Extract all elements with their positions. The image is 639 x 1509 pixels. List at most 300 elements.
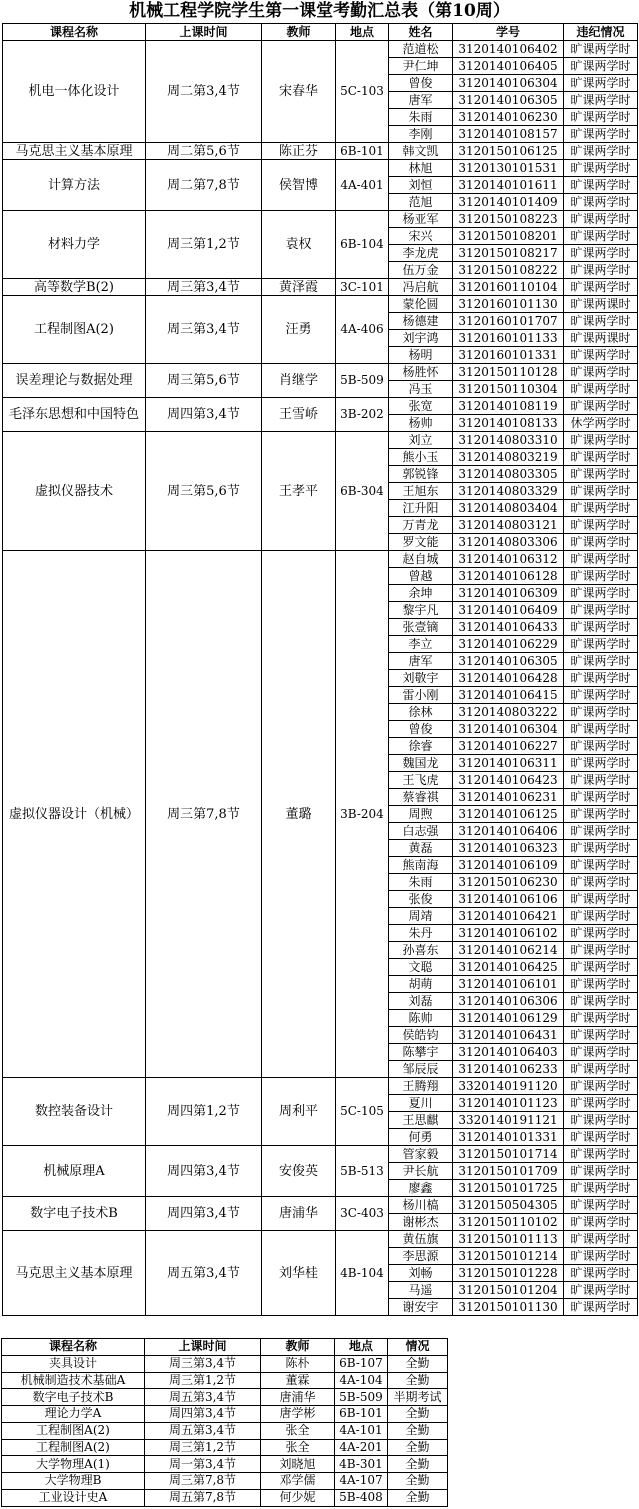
student-id: 3120140803219 [453,449,564,466]
class-time: 周三第7,8节 [146,551,262,1078]
violation-status: 旷课两学时 [564,398,638,415]
absence-table [2,23,638,1316]
teacher-name: 肖继学 [262,364,336,398]
violation-status: 旷课两学时 [564,1180,638,1197]
header-violation: 违纪情况 [564,24,638,41]
class-location: 4A-201 [335,1439,388,1456]
student-name: 范道松 [389,41,453,58]
violation-status: 旷课两学时 [564,840,638,857]
violation-status: 旷课两学时 [564,160,638,177]
student-name: 谢安宇 [389,1299,453,1316]
violation-status: 旷课两课时 [564,330,638,347]
student-name: 刘磊 [389,993,453,1010]
violation-status: 旷课两学时 [564,619,638,636]
student-id: 3120140106311 [453,755,564,772]
table-row [3,551,638,568]
student-name: 冯启航 [389,279,453,296]
violation-status: 旷课两学时 [564,381,638,398]
student-id: 3120140803121 [453,517,564,534]
teacher-name: 董霖 [261,1372,335,1389]
teacher-name: 唐浦华 [261,1389,335,1406]
violation-status: 旷课两学时 [564,687,638,704]
violation-status: 旷课两学时 [564,1010,638,1027]
student-name: 韩文凯 [389,143,453,160]
student-name: 陈攀宇 [389,1044,453,1061]
student-id: 3120140106405 [453,58,564,75]
class-time: 周三第3,4节 [146,296,262,364]
course-name: 毛泽东思想和中国特色 [3,398,146,432]
table-header-row [2,1339,448,1356]
student-id: 3120140106421 [453,908,564,925]
violation-status: 旷课两学时 [564,1129,638,1146]
table-row [2,1456,448,1473]
violation-status: 旷课两学时 [564,466,638,483]
student-id: 3120140106305 [453,92,564,109]
violation-status: 旷课两学时 [564,347,638,364]
class-time: 周二第5,6节 [146,143,262,160]
violation-status: 旷课两学时 [564,1061,638,1078]
teacher-name: 张全 [261,1439,335,1456]
student-id: 3120160101707 [453,313,564,330]
student-name: 马遥 [389,1282,453,1299]
student-name: 张壹镝 [389,619,453,636]
student-id: 3120140108157 [453,126,564,143]
violation-status: 旷课两学时 [564,109,638,126]
student-name: 杨胜怀 [389,364,453,381]
table-row [2,1406,448,1423]
table-row [2,1422,448,1439]
student-id: 3120140101611 [453,177,564,194]
teacher-name: 侯智博 [262,160,336,211]
teacher-name: 宋春华 [262,41,336,143]
violation-status: 旷课两学时 [564,534,638,551]
teacher-name: 安俊英 [262,1146,336,1197]
violation-status: 旷课两学时 [564,551,638,568]
attendance-status: 全勤 [388,1372,448,1389]
violation-status: 旷课两学时 [564,75,638,92]
attendance-status: 全勤 [388,1439,448,1456]
class-location: 4B-301 [335,1456,388,1473]
violation-status: 旷课两学时 [564,653,638,670]
course-name: 误差理论与数据处理 [3,364,146,398]
header-teacher: 教师 [262,24,336,41]
violation-status: 旷课两学时 [564,738,638,755]
violation-status: 旷课两学时 [564,1027,638,1044]
student-name: 唐军 [389,653,453,670]
student-name: 刘畅 [389,1265,453,1282]
class-time: 周三第3,4节 [146,279,262,296]
violation-status: 旷课两学时 [564,636,638,653]
student-name: 张宽 [389,398,453,415]
violation-status: 旷课两学时 [564,1231,638,1248]
violation-status: 旷课两学时 [564,772,638,789]
student-name: 范旭 [389,194,453,211]
student-id: 3120140106312 [453,551,564,568]
student-name: 廖鑫 [389,1180,453,1197]
attendance-status: 全勤 [388,1406,448,1423]
class-location: 6B-107 [335,1355,388,1372]
table-row [2,1439,448,1456]
class-time: 周四第1,2节 [146,1078,262,1146]
violation-status: 旷课两学时 [564,602,638,619]
violation-status: 旷课两学时 [564,942,638,959]
header-location: 地点 [335,1339,388,1356]
student-id: 3120150110102 [453,1214,564,1231]
student-id: 3120150101204 [453,1282,564,1299]
student-id: 3120160101133 [453,330,564,347]
class-location: 5B-509 [336,364,389,398]
class-location: 3C-403 [336,1197,389,1231]
student-id: 3120150110304 [453,381,564,398]
violation-status: 旷课两学时 [564,1163,638,1180]
header-status: 情况 [388,1339,448,1356]
student-name: 熊南海 [389,857,453,874]
table-header-row [3,24,638,41]
student-name: 魏国龙 [389,755,453,772]
student-id: 3120140101409 [453,194,564,211]
student-name: 尹仁坤 [389,58,453,75]
class-time: 周三第1,2节 [145,1372,261,1389]
violation-status: 旷课两学时 [564,1095,638,1112]
student-name: 谢彬杰 [389,1214,453,1231]
student-id: 3120140108119 [453,398,564,415]
class-time: 周四第3,4节 [146,1146,262,1197]
student-id: 3120150106230 [453,874,564,891]
student-id: 3120150101709 [453,1163,564,1180]
teacher-name: 刘华桂 [262,1231,336,1316]
violation-status: 旷课两学时 [564,1078,638,1095]
header-course: 课程名称 [2,1339,145,1356]
student-name: 周煦 [389,806,453,823]
violation-status: 旷课两学时 [564,755,638,772]
student-name: 徐林 [389,704,453,721]
student-id: 3120160101331 [453,347,564,364]
student-name: 朱丹 [389,925,453,942]
student-name: 李刚 [389,126,453,143]
course-name: 夹具设计 [2,1355,145,1372]
student-name: 王腾翔 [389,1078,453,1095]
table-row [3,143,638,160]
student-id: 3120140106128 [453,568,564,585]
teacher-name: 汪勇 [262,296,336,364]
attendance-status: 全勤 [388,1422,448,1439]
teacher-name: 刘晓旭 [261,1456,335,1473]
header-student-id: 学号 [453,24,564,41]
violation-status: 休学两学时 [564,415,638,432]
student-id: 3120150108217 [453,245,564,262]
student-name: 白志强 [389,823,453,840]
table-row [2,1372,448,1389]
student-name: 王飞虎 [389,772,453,789]
teacher-name: 黄泽霞 [262,279,336,296]
violation-status: 旷课两学时 [564,432,638,449]
student-name: 徐睿 [389,738,453,755]
student-id: 3120140106402 [453,41,564,58]
student-id: 3120140106425 [453,959,564,976]
student-id: 3120140101123 [453,1095,564,1112]
student-name: 何勇 [389,1129,453,1146]
class-location: 6B-101 [336,143,389,160]
violation-status: 旷课两学时 [564,517,638,534]
student-id: 3120140106214 [453,942,564,959]
student-name: 杨明 [389,347,453,364]
course-name: 马克思主义基本原理 [3,143,146,160]
header-time: 上课时间 [145,1339,261,1356]
student-name: 曾俊 [389,721,453,738]
student-id: 3120140106102 [453,925,564,942]
student-name: 江升阳 [389,500,453,517]
class-location: 6B-101 [335,1406,388,1423]
violation-status: 旷课两学时 [564,483,638,500]
class-location: 4A-406 [336,296,389,364]
student-id: 3120140803310 [453,432,564,449]
student-id: 3120140106428 [453,670,564,687]
attendance-status: 全勤 [388,1355,448,1372]
course-name: 大学物理A(1) [2,1456,145,1473]
student-name: 王旭东 [389,483,453,500]
class-location: 4A-101 [335,1422,388,1439]
student-id: 3120140106409 [453,602,564,619]
student-id: 3120140106309 [453,585,564,602]
class-time: 周三第3,4节 [145,1355,261,1372]
student-id: 3120140803329 [453,483,564,500]
violation-status: 旷课两学时 [564,1214,638,1231]
violation-status: 旷课两学时 [564,1299,638,1316]
table-row [3,279,638,296]
teacher-name: 董璐 [262,551,336,1078]
student-id: 3320140191121 [453,1112,564,1129]
class-time: 周四第3,4节 [146,1197,262,1231]
table-row [3,1078,638,1095]
class-location: 4A-104 [335,1372,388,1389]
class-location: 4A-107 [335,1473,388,1490]
student-id: 3120140106101 [453,976,564,993]
teacher-name: 邓学儒 [261,1473,335,1490]
class-time: 周四第3,4节 [146,398,262,432]
student-name: 刘宇鸿 [389,330,453,347]
student-name: 刘恒 [389,177,453,194]
student-id: 3120150101714 [453,1146,564,1163]
class-time: 周三第1,2节 [145,1439,261,1456]
table-row [3,432,638,449]
student-name: 万青龙 [389,517,453,534]
teacher-name: 张全 [261,1422,335,1439]
student-id: 3120140106406 [453,823,564,840]
student-name: 曾俊 [389,75,453,92]
student-id: 3120150101130 [453,1299,564,1316]
student-id: 3120140803305 [453,466,564,483]
course-name: 工程制图A(2) [2,1422,145,1439]
violation-status: 旷课两学时 [564,143,638,160]
course-name: 机械制造技术基础A [2,1372,145,1389]
violation-status: 旷课两学时 [564,959,638,976]
student-id: 3120140106415 [453,687,564,704]
class-location: 4B-104 [336,1231,389,1316]
violation-status: 旷课两学时 [564,41,638,58]
class-location: 5C-105 [336,1078,389,1146]
student-id: 3120140106304 [453,721,564,738]
class-time: 周二第3,4节 [146,41,262,143]
student-id: 3120140803222 [453,704,564,721]
student-name: 刘敬宇 [389,670,453,687]
class-time: 周五第3,4节 [146,1231,262,1316]
course-name: 高等数学B(2) [3,279,146,296]
violation-status: 旷课两学时 [564,449,638,466]
student-name: 伍万金 [389,262,453,279]
student-id: 3120150101228 [453,1265,564,1282]
student-name: 冯玉 [389,381,453,398]
violation-status: 旷课两学时 [564,823,638,840]
violation-status: 旷课两学时 [564,925,638,942]
student-name: 罗文能 [389,534,453,551]
student-name: 孙喜东 [389,942,453,959]
student-name: 周靖 [389,908,453,925]
violation-status: 旷课两学时 [564,789,638,806]
teacher-name: 唐浦华 [262,1197,336,1231]
student-name: 陈帅 [389,1010,453,1027]
teacher-name: 周利平 [262,1078,336,1146]
student-name: 王思麒 [389,1112,453,1129]
class-location: 3B-204 [336,551,389,1078]
header-teacher: 教师 [261,1339,335,1356]
student-name: 尹长航 [389,1163,453,1180]
violation-status: 旷课两学时 [564,92,638,109]
course-name: 机械原理A [3,1146,146,1197]
violation-status: 旷课两学时 [564,194,638,211]
class-location: 4A-401 [336,160,389,211]
course-name: 大学物理B [2,1473,145,1490]
student-id: 3120140106106 [453,891,564,908]
student-name: 胡萌 [389,976,453,993]
student-id: 3120140108133 [453,415,564,432]
full-attendance-table [1,1338,448,1507]
student-id: 3120140106231 [453,789,564,806]
student-name: 李龙虎 [389,245,453,262]
student-id: 3120140106125 [453,806,564,823]
table-row [3,296,638,313]
course-name: 数控装备设计 [3,1078,146,1146]
student-id: 3120140106229 [453,636,564,653]
class-location: 5C-103 [336,41,389,143]
class-time: 周一第3,4节 [145,1456,261,1473]
student-name: 李思源 [389,1248,453,1265]
class-time: 周三第1,2节 [146,211,262,279]
course-name: 工程制图A(2) [3,296,146,364]
course-name: 机电一体化设计 [3,41,146,143]
student-id: 3120140106431 [453,1027,564,1044]
student-id: 3120140106227 [453,738,564,755]
violation-status: 旷课两学时 [564,891,638,908]
attendance-status: 全勤 [388,1489,448,1506]
student-id: 3120140106109 [453,857,564,874]
violation-status: 旷课两学时 [564,1146,638,1163]
student-name: 黎宇凡 [389,602,453,619]
student-id: 3320140191120 [453,1078,564,1095]
student-name: 侯皓钧 [389,1027,453,1044]
course-name: 材料力学 [3,211,146,279]
student-id: 3120140106230 [453,109,564,126]
attendance-status: 全勤 [388,1473,448,1490]
violation-status: 旷课两学时 [564,279,638,296]
student-name: 朱雨 [389,109,453,126]
violation-status: 旷课两学时 [564,806,638,823]
class-time: 周五第3,4节 [145,1389,261,1406]
student-name: 黄伍旗 [389,1231,453,1248]
student-name: 杨德建 [389,313,453,330]
table-row [2,1355,448,1372]
student-name: 文聪 [389,959,453,976]
student-name: 李立 [389,636,453,653]
student-name: 杨川槁 [389,1197,453,1214]
class-time: 周五第7,8节 [145,1489,261,1506]
student-id: 3120150101113 [453,1231,564,1248]
student-id: 3120160110104 [453,279,564,296]
violation-status: 旷课两学时 [564,704,638,721]
class-location: 6B-104 [336,211,389,279]
student-id: 3120150504305 [453,1197,564,1214]
class-location: 3B-202 [336,398,389,432]
violation-status: 旷课两学时 [564,364,638,381]
header-location: 地点 [336,24,389,41]
student-name: 唐军 [389,92,453,109]
student-name: 宋兴 [389,228,453,245]
student-id: 3120140106423 [453,772,564,789]
class-time: 周二第7,8节 [146,160,262,211]
table-row [3,41,638,58]
teacher-name: 陈正芬 [262,143,336,160]
student-name: 蔡睿祺 [389,789,453,806]
violation-status: 旷课两学时 [564,177,638,194]
class-location: 5B-513 [336,1146,389,1197]
student-name: 余坤 [389,585,453,602]
student-name: 雷小刚 [389,687,453,704]
student-id: 3120140106233 [453,1061,564,1078]
student-id: 3120140106433 [453,619,564,636]
student-id: 3120140106306 [453,993,564,1010]
violation-status: 旷课两学时 [564,245,638,262]
violation-status: 旷课两学时 [564,1265,638,1282]
violation-status: 旷课两学时 [564,211,638,228]
student-name: 邹辰辰 [389,1061,453,1078]
table-row [2,1473,448,1490]
attendance-status: 半期考试 [388,1389,448,1406]
student-id: 3120150101214 [453,1248,564,1265]
page-title: 机械工程学院学生第一课堂考勤汇总表（第10周） [129,1,510,21]
table-row [3,1231,638,1248]
student-name: 朱雨 [389,874,453,891]
header-name: 姓名 [389,24,453,41]
violation-status: 旷课两学时 [564,721,638,738]
student-id: 3120140106305 [453,653,564,670]
student-id: 3120150108222 [453,262,564,279]
violation-status: 旷课两学时 [564,874,638,891]
teacher-name: 何少妮 [261,1489,335,1506]
student-id: 3120150108201 [453,228,564,245]
student-id: 3120150101725 [453,1180,564,1197]
violation-status: 旷课两学时 [564,1112,638,1129]
class-location: 3C-101 [336,279,389,296]
header-time: 上课时间 [146,24,262,41]
violation-status: 旷课两学时 [564,1248,638,1265]
student-name: 熊小玉 [389,449,453,466]
course-name: 数字电子技术B [3,1197,146,1231]
table-row [3,1146,638,1163]
teacher-name: 陈朴 [261,1355,335,1372]
student-name: 管家毅 [389,1146,453,1163]
student-name: 赵自城 [389,551,453,568]
teacher-name: 王雪峤 [262,398,336,432]
class-location: 5B-509 [335,1389,388,1406]
